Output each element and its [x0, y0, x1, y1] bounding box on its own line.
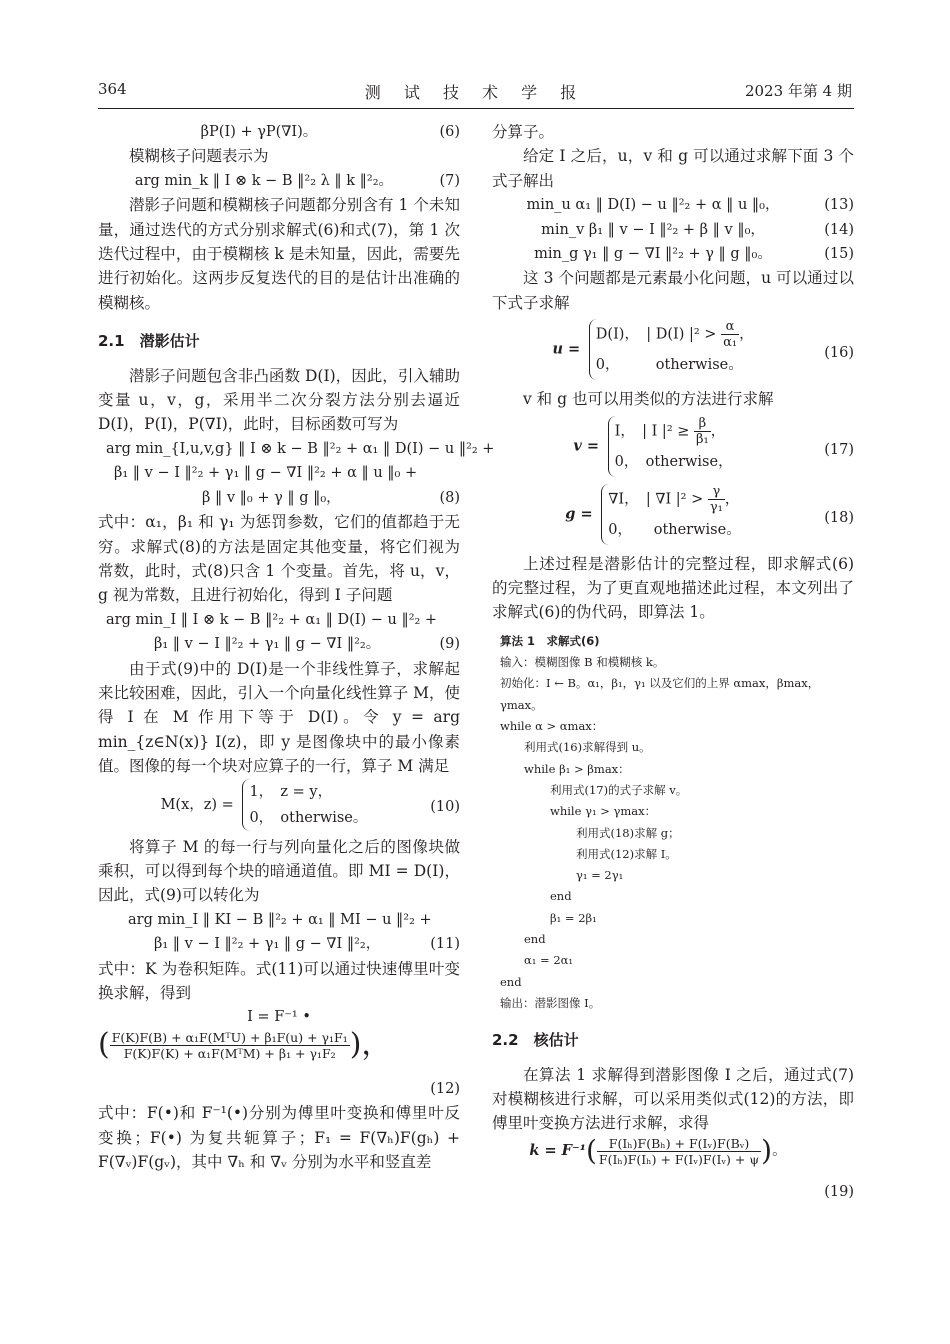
algorithm-line: γ₁ = 2γ₁	[576, 868, 624, 883]
page-number: 364	[98, 80, 127, 98]
algorithm-line: 利用式(17)的式子求解 v。	[550, 782, 688, 797]
equation-number: (9)	[439, 636, 460, 653]
header-rule	[98, 108, 854, 109]
equation-number: (10)	[430, 798, 460, 815]
paragraph: 上述过程是潜影估计的完整过程，即求解式(6) 的完整过程，为了更直观地描述此过程，本文列出了求解式(6)的伪代码，即算法 1。	[492, 554, 854, 622]
paragraph: 式中：α₁，β₁ 和 γ₁ 为惩罚参数，它们的值都趋于无穷。求解式(8)的方法是固定其他变量，将它们视为常数，此时，式(8)只含 1 个变量。首先，将 u，v，g 视为常数，且进行初始化，得到 I 子问题	[98, 513, 460, 605]
fraction: $\frac{\gamma}{\text{γ₁}}$	[709, 483, 723, 515]
paragraph: 这 3 个问题都是元素最小化问题，u 可以通过以下式子求解	[492, 269, 854, 312]
paragraph: 式中：K 为卷积矩阵。式(11)可以通过快速傅里叶变换求解，得到	[98, 959, 460, 1002]
equation-17: v = I， | I |² ≥ $\frac{\beta}{\text{β₁}}$ ， 0， otherwise， (17)	[492, 416, 854, 484]
algorithm-line: α₁ = 2α₁	[524, 953, 574, 968]
left-column	[98, 120, 495, 1175]
paragraph: 模糊核子问题表示为	[129, 147, 269, 166]
equation-10: M(x，z) = 1， z = y， 0， otherwise。 (10)	[98, 779, 460, 835]
equation-number: (18)	[824, 509, 854, 526]
equation-number: (8)	[439, 489, 460, 506]
fraction: $\frac{\beta}{\text{β₁}}$	[696, 415, 709, 447]
algorithm-line: end	[524, 932, 546, 947]
equation-number: (15)	[824, 246, 854, 263]
equation-number: (14)	[824, 221, 854, 238]
equation-13: min_u α₁ ‖ D(I) − u ‖²₂ + α ‖ u ‖₀， (13)	[492, 193, 854, 217]
paragraph: v 和 g 也可以用类似的方法进行求解	[523, 390, 774, 409]
equation-12: I = F⁻¹ • ( $\frac{\text{F(K)F(B) + α₁F(MᵀU) + β₁F(u) + γ₁F₁}}{\text{F(K)F(K) + α₁F(MᵀM) + β₁ + γ₁F₂}}$ )， (12)	[98, 1005, 460, 1101]
cases-brace: 1， z = y， 0， otherwise。	[242, 779, 367, 831]
paragraph: 分算子。	[492, 123, 555, 141]
paragraph: 给定 I 之后，u，v 和 g 可以通过求解下面 3 个式子解出	[492, 147, 854, 190]
algorithm-title: 算法 1 求解式(6)	[500, 633, 600, 648]
equation-number: (12)	[430, 1081, 460, 1098]
journal-title: 测 试 技 术 学 报	[364, 83, 586, 102]
equation-15: min_g γ₁ ‖ g − ∇I ‖²₂ + γ ‖ g ‖₀。 (15)	[492, 242, 854, 266]
algorithm-line: 输出：潜影图像 I。	[500, 995, 601, 1010]
equation-18: g = ∇I， | ∇I |² > $\frac{\gamma}{\text{γ₁}}$ ， 0， otherwise。 (18)	[492, 484, 854, 552]
equation-number: (6)	[439, 124, 460, 140]
equation-16: u = D(I)， | D(I) |² > $\frac{\alpha}{\text{α₁}}$ ， 0， otherwise。 (16)	[492, 319, 854, 387]
issue-label: 2023 年第 4 期	[744, 82, 852, 100]
equation-number: (13)	[824, 197, 854, 214]
algorithm-line: while γ₁ > γmax：	[550, 804, 657, 819]
equation-8: arg min_{I,u,v,g} ‖ I ⊗ k − B ‖²₂ + α₁ ‖ D(I) − u ‖²₂ + β₁ ‖ v − I ‖²₂ + γ₁ ‖ g − ∇I ‖²₂ + α ‖ u ‖₀ + β ‖ v ‖₀ + γ ‖ g ‖₀， (8)	[98, 437, 460, 510]
paragraph: 在算法 1 求解得到潜影图像 I 之后，通过式(7)对模糊核进行求解，可以采用类似式(12)的方法，即傅里叶变换方法进行求解，求得	[492, 1065, 854, 1133]
algorithm-line: end	[550, 889, 572, 904]
section-heading-2-2: 2.2 核估计	[492, 1031, 579, 1050]
algorithm-line: end	[500, 974, 522, 989]
equation-7: arg min_k ‖ I ⊗ k − B ‖²₂ λ ‖ k ‖²₂。 (7)	[98, 169, 460, 193]
cases-brace: D(I)， | D(I) |² > $\frac{\alpha}{\text{α₁}}$ ， 0， otherwise。	[589, 319, 754, 380]
section-heading-2-1: 2.1 潜影估计	[98, 332, 200, 351]
equation-number: (16)	[824, 345, 854, 362]
equation-number: (17)	[824, 441, 854, 458]
equation-11: arg min_I ‖ KI − B ‖²₂ + α₁ ‖ MI − u ‖²₂ + β₁ ‖ v − I ‖²₂ + γ₁ ‖ g − ∇I ‖²₂， (11)	[98, 908, 460, 957]
algorithm-line: 利用式(16)求解得到 u。	[524, 740, 651, 755]
cases-brace: ∇I， | ∇I |² > $\frac{\gamma}{\text{γ₁}}$ ， 0， otherwise。	[601, 484, 740, 545]
equation-14: min_v β₁ ‖ v − I ‖²₂ + β ‖ v ‖₀， (14)	[492, 218, 854, 242]
algorithm-line: 利用式(12)求解 I。	[576, 846, 677, 861]
algorithm-1	[500, 631, 854, 1014]
right-column	[492, 120, 854, 1206]
equation-6: βP(I) + γP(∇I)。 (6)	[98, 120, 460, 144]
algorithm-line: while α > αmax：	[500, 719, 604, 734]
fraction: $\frac{\text{F(Iₕ)F(Bₕ) + F(Iᵥ)F(Bᵥ)}}{\text{F(Iₕ)F(Iₕ) + F(Iᵥ)F(Iᵥ) + ψ}}$	[598, 1135, 760, 1167]
algorithm-line: 输入：模糊图像 B 和模糊核 k。	[500, 655, 665, 670]
paragraph: 式中：F(•)和 F⁻¹(•)分别为傅里叶变换和傅里叶反变换；F(•) 为复共轭算子；F₁ = F(∇ₕ)F(gₕ) + F(∇ᵥ)F(gᵥ)，其中 ∇ₕ 和 ∇ᵥ 分别为水平和竖直差	[98, 1104, 460, 1172]
equation-number: (11)	[430, 936, 460, 953]
algorithm-line: while β₁ > βmax：	[524, 761, 630, 776]
equation-number: (7)	[439, 172, 460, 189]
paragraph: 由于式(9)中的 D(I)是一个非线性算子，求解起来比较困难，因此，引入一个向量化线性算子 M，使得 I 在 M 作用下等于 D(I)。令 y = arg min_{z∈N(x)} I(z)，即 y 是图像块中的最小像素值。图像的每一个块对应算子的一行，算子 M 满足	[98, 659, 460, 776]
algorithm-line: 利用式(18)求解 g；	[576, 825, 680, 840]
equation-9: arg min_I ‖ I ⊗ k − B ‖²₂ + α₁ ‖ D(I) − u ‖²₂ + β₁ ‖ v − I ‖²₂ + γ₁ ‖ g − ∇I ‖²₂。 (9)	[98, 608, 460, 657]
fraction: $\frac{\text{F(K)F(B) + α₁F(MᵀU) + β₁F(u) + γ₁F₁}}{\text{F(K)F(K) + α₁F(MᵀM) + β₁ + γ₁F₂}}$	[111, 1029, 348, 1061]
paragraph: 潜影子问题和模糊核子问题都分别含有 1 个未知量，通过迭代的方式分别求解式(6)和式(7)，第 1 次迭代过程中，由于模糊核 k 是未知量，因此，需要先进行初始化。这两步反复迭代的目的是估计出准确的模糊核。	[98, 196, 460, 312]
cases-brace: I， | I |² ≥ $\frac{\beta}{\text{β₁}}$ ， 0， otherwise，	[608, 416, 733, 477]
equation-19: k = F⁻¹ ( $\frac{\text{F(Iₕ)F(Bₕ) + F(Iᵥ)F(Bᵥ)}}{\text{F(Iₕ)F(Iₕ) + F(Iᵥ)F(Iᵥ) + ψ}}$ ) 。 (19)	[492, 1136, 854, 1206]
paragraph: 将算子 M 的每一行与列向量化之后的图像块做乘积，可以得到每个块的暗通道值。即 MI = D(I)，因此，式(9)可以转化为	[98, 837, 460, 905]
paragraph: 潜影子问题包含非凸函数 D(I)，因此，引入辅助变量 u，v，g，采用半二次分裂方法分别去逼近 D(I)，P(I)，P(∇I)，此时，目标函数可写为	[98, 366, 460, 434]
equation-number: (19)	[824, 1183, 854, 1200]
fraction: $\frac{\alpha}{\text{α₁}}$	[723, 319, 738, 351]
algorithm-line: 初始化：I ← B。α₁，β₁，γ₁ 以及它们的上界 αmax，βmax，γmax。	[500, 676, 820, 712]
algorithm-line: β₁ = 2β₁	[550, 910, 597, 925]
